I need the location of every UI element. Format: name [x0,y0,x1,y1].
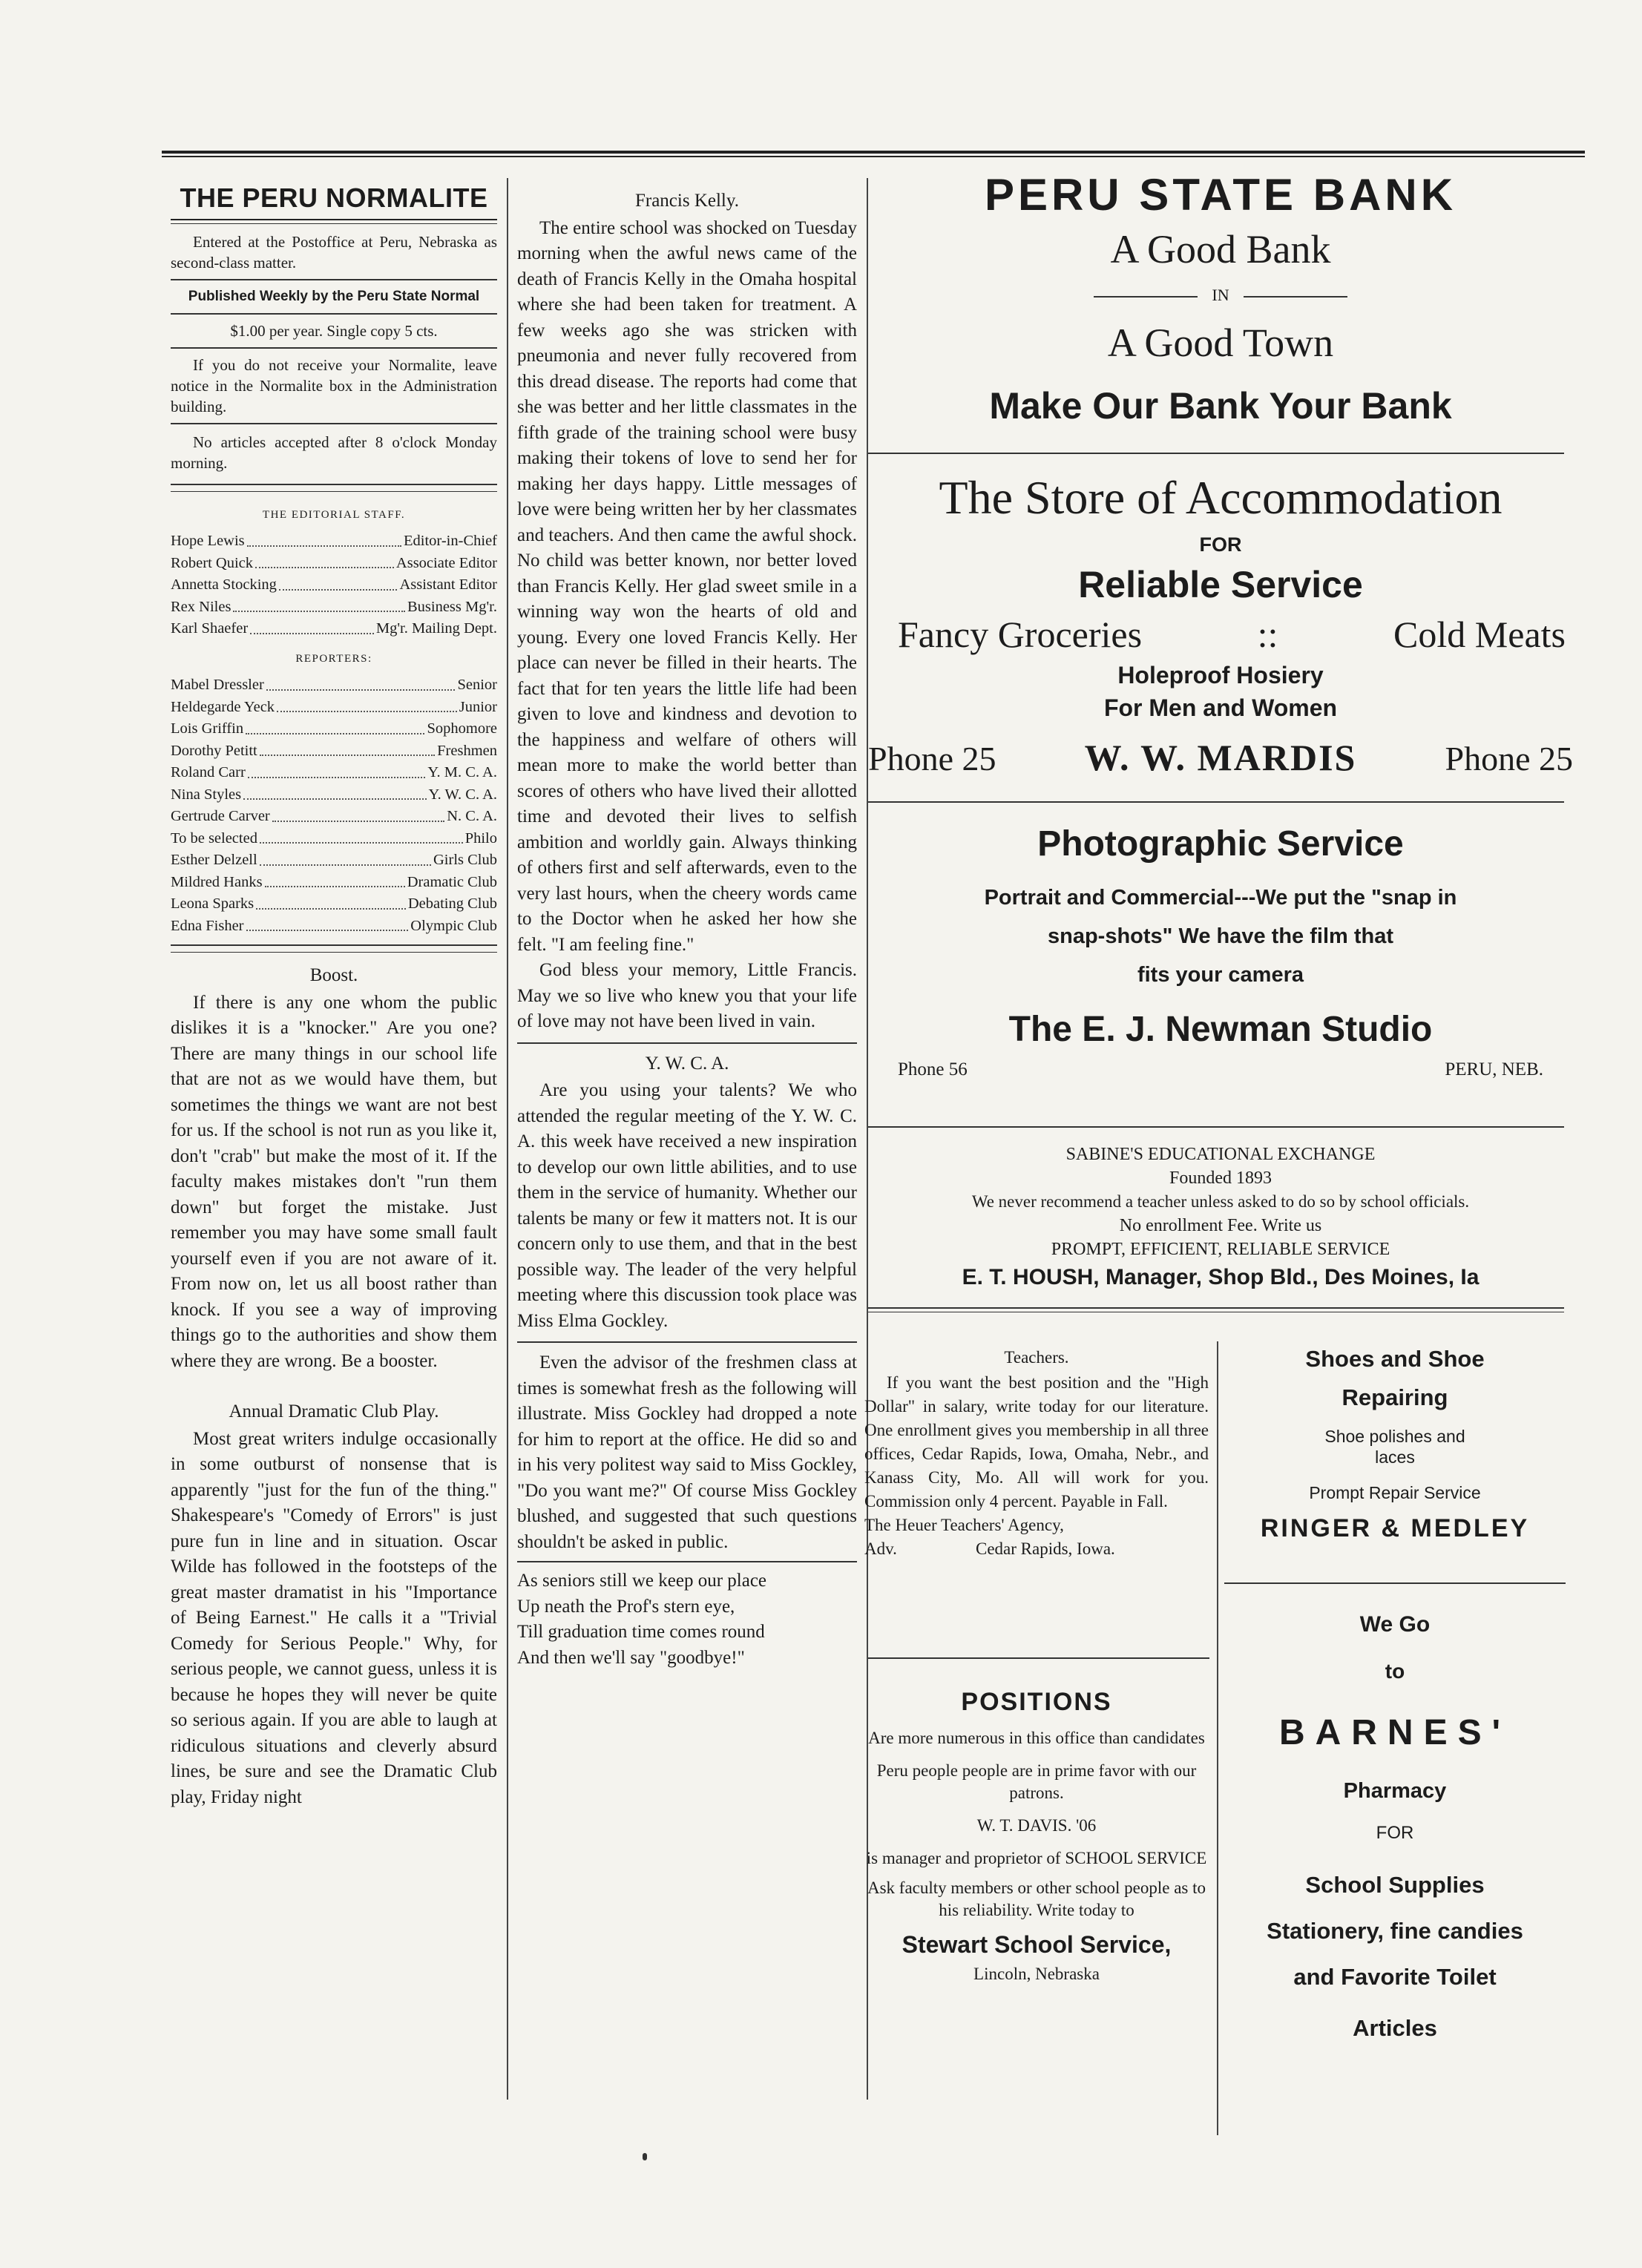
leader-dots [250,618,374,634]
reporters-role: Junior [459,698,497,715]
positions-ad [864,1684,1209,1985]
teachers-adv-row [864,1537,1209,1561]
reporters-row [171,697,497,719]
reporters-row [171,893,497,916]
store-service: Reliable Service [1078,564,1363,605]
shoes-polish: Shoe polishes and laces [1324,1427,1465,1467]
ywca-text: Are you using your talents? We who attended the regular meeting of the Y. W. C. A. this week have received a new inspiration to develop our own little abilities, and to use them in the service of humanity. Whether our talents be many or few it matters not. It is our concern only to use them, and that in the best possible way. The leader of the very helpful meeting where this discussion took place was Miss Elma Gockley. [517,1080,857,1331]
rule [171,952,497,953]
positions-line-2: Peru people people are in prime favor with our patrons. [876,1761,1197,1802]
bank-in: IN [868,286,1573,305]
reporters-role: Olympic Club [410,917,497,934]
rule [868,1126,1564,1128]
teachers-city: Cedar Rapids, Iowa. [976,1539,1115,1558]
leader-dots [272,806,444,822]
reporters-role: Philo [464,829,497,847]
reporters-row [171,828,497,850]
store-hosiery: Holeproof Hosiery [1117,662,1324,688]
staff-role: Mg'r. Mailing Dept. [375,620,497,637]
page-mark [643,2153,647,2160]
rule [868,1657,1209,1659]
teachers-title: Teachers. [1004,1348,1069,1367]
play-text: Most great writers indulge occasionally in some outburst of nonsense that is apparently "just for the fun of the thing." Shakespeare's "Comedy of Errors" is just pure fun in line and in situation. Oscar Wilde has followed in the footsteps of the great master dramatist in his "Importance of Being Earnest." He calls it a "Trivial Comedy for Serious People." Why, for serious people, we cannot guess, unless it is because he hopes they will never be quite so serious again. If you are able to laugh at ridiculous situations and cleverly absurd lines, be sure and see the Dramatic Club play, Friday night [171,1428,497,1807]
positions-city: Lincoln, Nebraska [973,1965,1100,1983]
teachers-adv: Adv. [864,1539,897,1558]
leader-dots [265,872,405,888]
kelly-text-2: God bless your memory, Little Francis. May we so live who knew you that your life of love may not have been lived in vain. [517,960,857,1031]
leader-dots [246,718,424,734]
reporters-role: N. C. A. [447,808,497,824]
shoes-firm: RINGER & MEDLEY [1260,1514,1530,1542]
staff-name: Annetta Stocking [171,576,277,593]
reporters-name: Roland Carr [171,764,246,780]
column-divider-3 [1217,1341,1218,2135]
staff-heading: THE EDITORIAL STAFF. [262,508,406,521]
staff-row [171,596,497,619]
barnes-we-go: We Go [1359,1612,1431,1637]
staff-list [171,530,497,640]
reporters-row [171,674,497,697]
leader-dots [277,697,457,713]
published-line: Published Weekly by the Peru State Normal [188,288,480,304]
studio-name: The E. J. Newman Studio [1008,1010,1433,1049]
ywca-title: Y. W. C. A. [645,1053,729,1074]
sabine-line-2: No enrollment Fee. Write us [1119,1216,1322,1235]
reporters-row [171,740,497,763]
leader-dots [260,740,435,757]
rule [171,313,497,315]
masthead: THE PERU NORMALITE [171,178,497,220]
sabine-contact: E. T. HOUSH, Manager, Shop Bld., Des Moines, Ia [962,1265,1480,1289]
kelly-text: The entire school was shocked on Tuesday morning when the awful news came of the death of Francis Kelly in the Omaha hospital where she had been taken for treatment. A few weeks ago she was stricken with pneumonia and never fully recovered from this dread disease. The reports had come that she was better and her little classmates in the fifth grade of the training school were busy making their tokens of love to send her for making her days happy. Little messages of love were being written her by her classmates and teachers. And then came the awful shock. No child was better known, nor better loved than Francis Kelly. Her glad sweet smile in a winning way won the hearts of old and young. Every one loved Francis Kelly. Her place can never be filled in their hearts. The fact that for ten years the little life had been given to love and kindness and devotion to the happiness and welfare of others will mean more to make the world better than scores of others who have lived their allotted time and devoted their lives to selfish ambition and worldly gain. Always thinking of others first and self afterwards, even to the very last hours, when the cheery words came to the Doctor when he asked her how she felt. "I am feeling fine." [517,217,857,955]
staff-row [171,574,497,596]
bank-slogan: Make Our Bank Your Bank [989,385,1452,427]
studio-phone: Phone 56 [898,1059,968,1079]
reporters-row [171,849,497,872]
reporters-row [171,784,497,806]
store-groceries: Fancy Groceries [898,614,1143,655]
store-phone-row [868,736,1573,779]
store-phone-2: Phone 25 [1445,740,1573,778]
staff-name: Karl Shaefer [171,620,249,637]
positions-name: W. T. DAVIS. '06 [976,1816,1097,1835]
leader-dots [260,849,431,866]
shoes-ad [1221,1341,1569,1549]
reporters-row [171,762,497,784]
shoes-prompt: Prompt Repair Service [1309,1483,1481,1502]
rule [868,1307,1564,1309]
store-phone: Phone 25 [868,740,996,778]
staff-row [171,618,497,640]
store-for: FOR [1199,533,1242,556]
rule [517,1042,857,1044]
reporters-row [171,872,497,894]
barnes-ad [1221,1603,1569,2057]
reporters-name: Edna Fisher [171,917,244,934]
positions-line-4: Ask faculty members or other school people as to his reliability. Write today to [867,1879,1206,1919]
bank-name: PERU STATE BANK [984,170,1457,220]
rule [868,453,1564,454]
staff-role: Editor-in-Chief [404,533,497,549]
column-1 [171,178,497,1810]
leader-dots [248,762,426,778]
leader-dots [255,553,394,569]
reporters-row [171,806,497,828]
sabine-ad [868,1143,1573,1294]
reporters-name: To be selected [171,829,257,847]
reporters-role: Sophomore [427,720,497,737]
rule [171,423,497,424]
reporters-name: Mabel Dressler [171,677,264,693]
store-ad [868,466,1573,779]
studio-title: Photographic Service [1037,824,1404,864]
column-divider-1 [507,178,508,2100]
play-title: Annual Dramatic Club Play. [229,1401,439,1421]
leader-dots [246,916,409,932]
staff-role: Assistant Editor [399,576,497,593]
leader-dots [279,574,398,591]
rule [868,801,1564,803]
barnes-line-2: Stationery, fine candies [1267,1918,1523,1944]
store-hosiery-2: For Men and Women [1103,694,1338,721]
rule [171,347,497,349]
rule [517,1561,857,1562]
rule [171,279,497,280]
boost-title: Boost. [309,965,358,985]
reporters-heading: REPORTERS: [295,652,372,665]
reporters-role: Senior [457,677,497,693]
store-name: W. W. MARDIS [1084,737,1357,778]
rule [171,484,497,485]
reporters-role: Girls Club [433,852,497,868]
staff-name: Rex Niles [171,598,231,615]
store-meats: Cold Meats [1393,614,1566,655]
reporters-name: Mildred Hanks [171,873,263,890]
leader-dots [247,530,401,547]
reporters-name: Gertrude Carver [171,808,270,824]
rule [1224,1582,1566,1584]
reporters-name: Esther Delzell [171,852,257,868]
leader-dots [243,784,426,801]
poem-line: Till graduation time comes round [517,1622,765,1642]
rule [171,223,497,224]
poem-line: And then we'll say "goodbye!" [517,1647,745,1668]
studio-line-2: snap-shots" We have the film that [1047,924,1393,948]
leader-dots [233,596,405,613]
sabine-founded: Founded 1893 [1169,1168,1272,1188]
barnes-line-4: Articles [1353,2015,1437,2041]
store-groceries-row [868,610,1573,659]
rule [171,944,497,946]
boost-text: If there is any one whom the public dislikes it is a "knocker." Are you one? There are many things in our school life that are not as we would have them, but sometimes the things we want are not best for us. If the school is not run as you like it, don't "crab" but make the most of it. If the faculty makes mistakes don't "run them down" but forget the mistake. Just remember you may have some small fault yourself even if you are not aware of it. From now on, let us all boost rather than knock. If you see a way of improving things go to the authorities and show them where they are wrong. Be a booster. [171,992,497,1371]
studio-line-1: Portrait and Commercial---We put the "snap in [984,886,1457,910]
positions-company: Stewart School Service, [902,1931,1172,1958]
barnes-pharmacy: Pharmacy [1343,1779,1447,1803]
poem-line: As seniors still we keep our place [517,1571,767,1591]
receive-notice: If you do not receive your Normalite, leave notice in the Normalite box in the Administration building. [171,355,497,415]
studio-town: PERU, NEB. [1445,1059,1543,1079]
sabine-line-1: We never recommend a teacher unless asked to do so by school officials. [971,1192,1470,1211]
reporters-name: Nina Styles [171,786,242,803]
positions-title: POSITIONS [961,1688,1112,1716]
teachers-agency: The Heuer Teachers' Agency, [864,1516,1064,1534]
leader-dots [256,893,406,910]
senior-poem [517,1568,857,1671]
studio-ad [868,816,1573,1080]
reporters-role: Y. W. C. A. [428,786,497,803]
reporters-row [171,718,497,740]
staff-role: Business Mg'r. [407,598,497,615]
staff-name: Hope Lewis [171,533,245,549]
top-rule [162,151,1585,154]
sabine-title: SABINE'S EDUCATIONAL EXCHANGE [1065,1145,1376,1164]
barnes-to: to [1385,1660,1405,1683]
store-sep: :: [1257,614,1278,655]
kelly-title: Francis Kelly. [634,191,739,211]
store-title: The Store of Accommodation [939,471,1503,524]
reporters-role: Freshmen [437,742,497,759]
bank-line-1: A Good Bank [1110,227,1331,272]
teachers-text: If you want the best position and the "High Dollar" in salary, write today for our literature. One enrollment gives you membership in all three offices, Cedar Rapids, Iowa, Omaha, Nebr., and Kanass City, Mo. All will work for you. Commission only 4 percent. Payable in Fall. [864,1373,1209,1511]
rule [517,1341,857,1343]
reporters-role: Dramatic Club [407,873,497,890]
postoffice-notice: Entered at the Postoffice at Peru, Nebraska as second-class matter. [171,232,497,272]
staff-role: Associate Editor [395,554,497,571]
sabine-line-3: PROMPT, EFFICIENT, RELIABLE SERVICE [1051,1240,1390,1259]
barnes-line-1: School Supplies [1305,1872,1485,1898]
staff-name: Robert Quick [171,554,254,571]
freshmen-text: Even the advisor of the freshmen class at times is somewhat fresh as the following will illustrate. Miss Gockley had dropped a note for him to report at the office. He did so and in his very politest way said to Miss Gockley, "Do you want me?" Of course Miss Gockley blushed, and suggested that such questions shouldn't be asked in public. [517,1352,857,1552]
staff-row [171,530,497,553]
leader-dots [260,828,463,844]
poem-line: Up neath the Prof's stern eye, [517,1596,735,1617]
staff-row [171,553,497,575]
studio-phone-row [868,1059,1573,1080]
barnes-line-3: and Favorite Toilet [1293,1964,1497,1990]
reporters-row [171,916,497,938]
positions-line-3: is manager and proprietor of SCHOOL SERVICE [866,1849,1207,1867]
leader-dots [266,674,456,691]
bank-ad [868,167,1573,435]
reporter-list [171,674,497,937]
rule [171,491,497,492]
barnes-for: FOR [1376,1823,1414,1843]
top-rule-thin [162,156,1585,157]
reporters-name: Heldegarde Yeck [171,698,275,715]
price-line: $1.00 per year. Single copy 5 cts. [230,321,438,340]
shoes-title: Shoes and Shoe [1305,1346,1485,1372]
reporters-name: Lois Griffin [171,720,244,737]
reporters-role: Y. M. C. A. [427,764,497,780]
deadline-notice: No articles accepted after 8 o'clock Monday morning. [171,433,497,472]
column-2 [517,184,857,1671]
teachers-ad [864,1341,1209,1561]
barnes-name: BARNES' [1278,1713,1511,1752]
positions-line-1: Are more numerous in this office than candidates [868,1729,1205,1747]
reporters-name: Leona Sparks [171,895,254,912]
studio-line-3: fits your camera [1137,963,1304,987]
shoes-title-2: Repairing [1341,1384,1448,1410]
bank-line-2: A Good Town [1107,321,1334,365]
reporters-role: Debating Club [407,895,497,912]
reporters-name: Dorothy Petitt [171,742,257,759]
